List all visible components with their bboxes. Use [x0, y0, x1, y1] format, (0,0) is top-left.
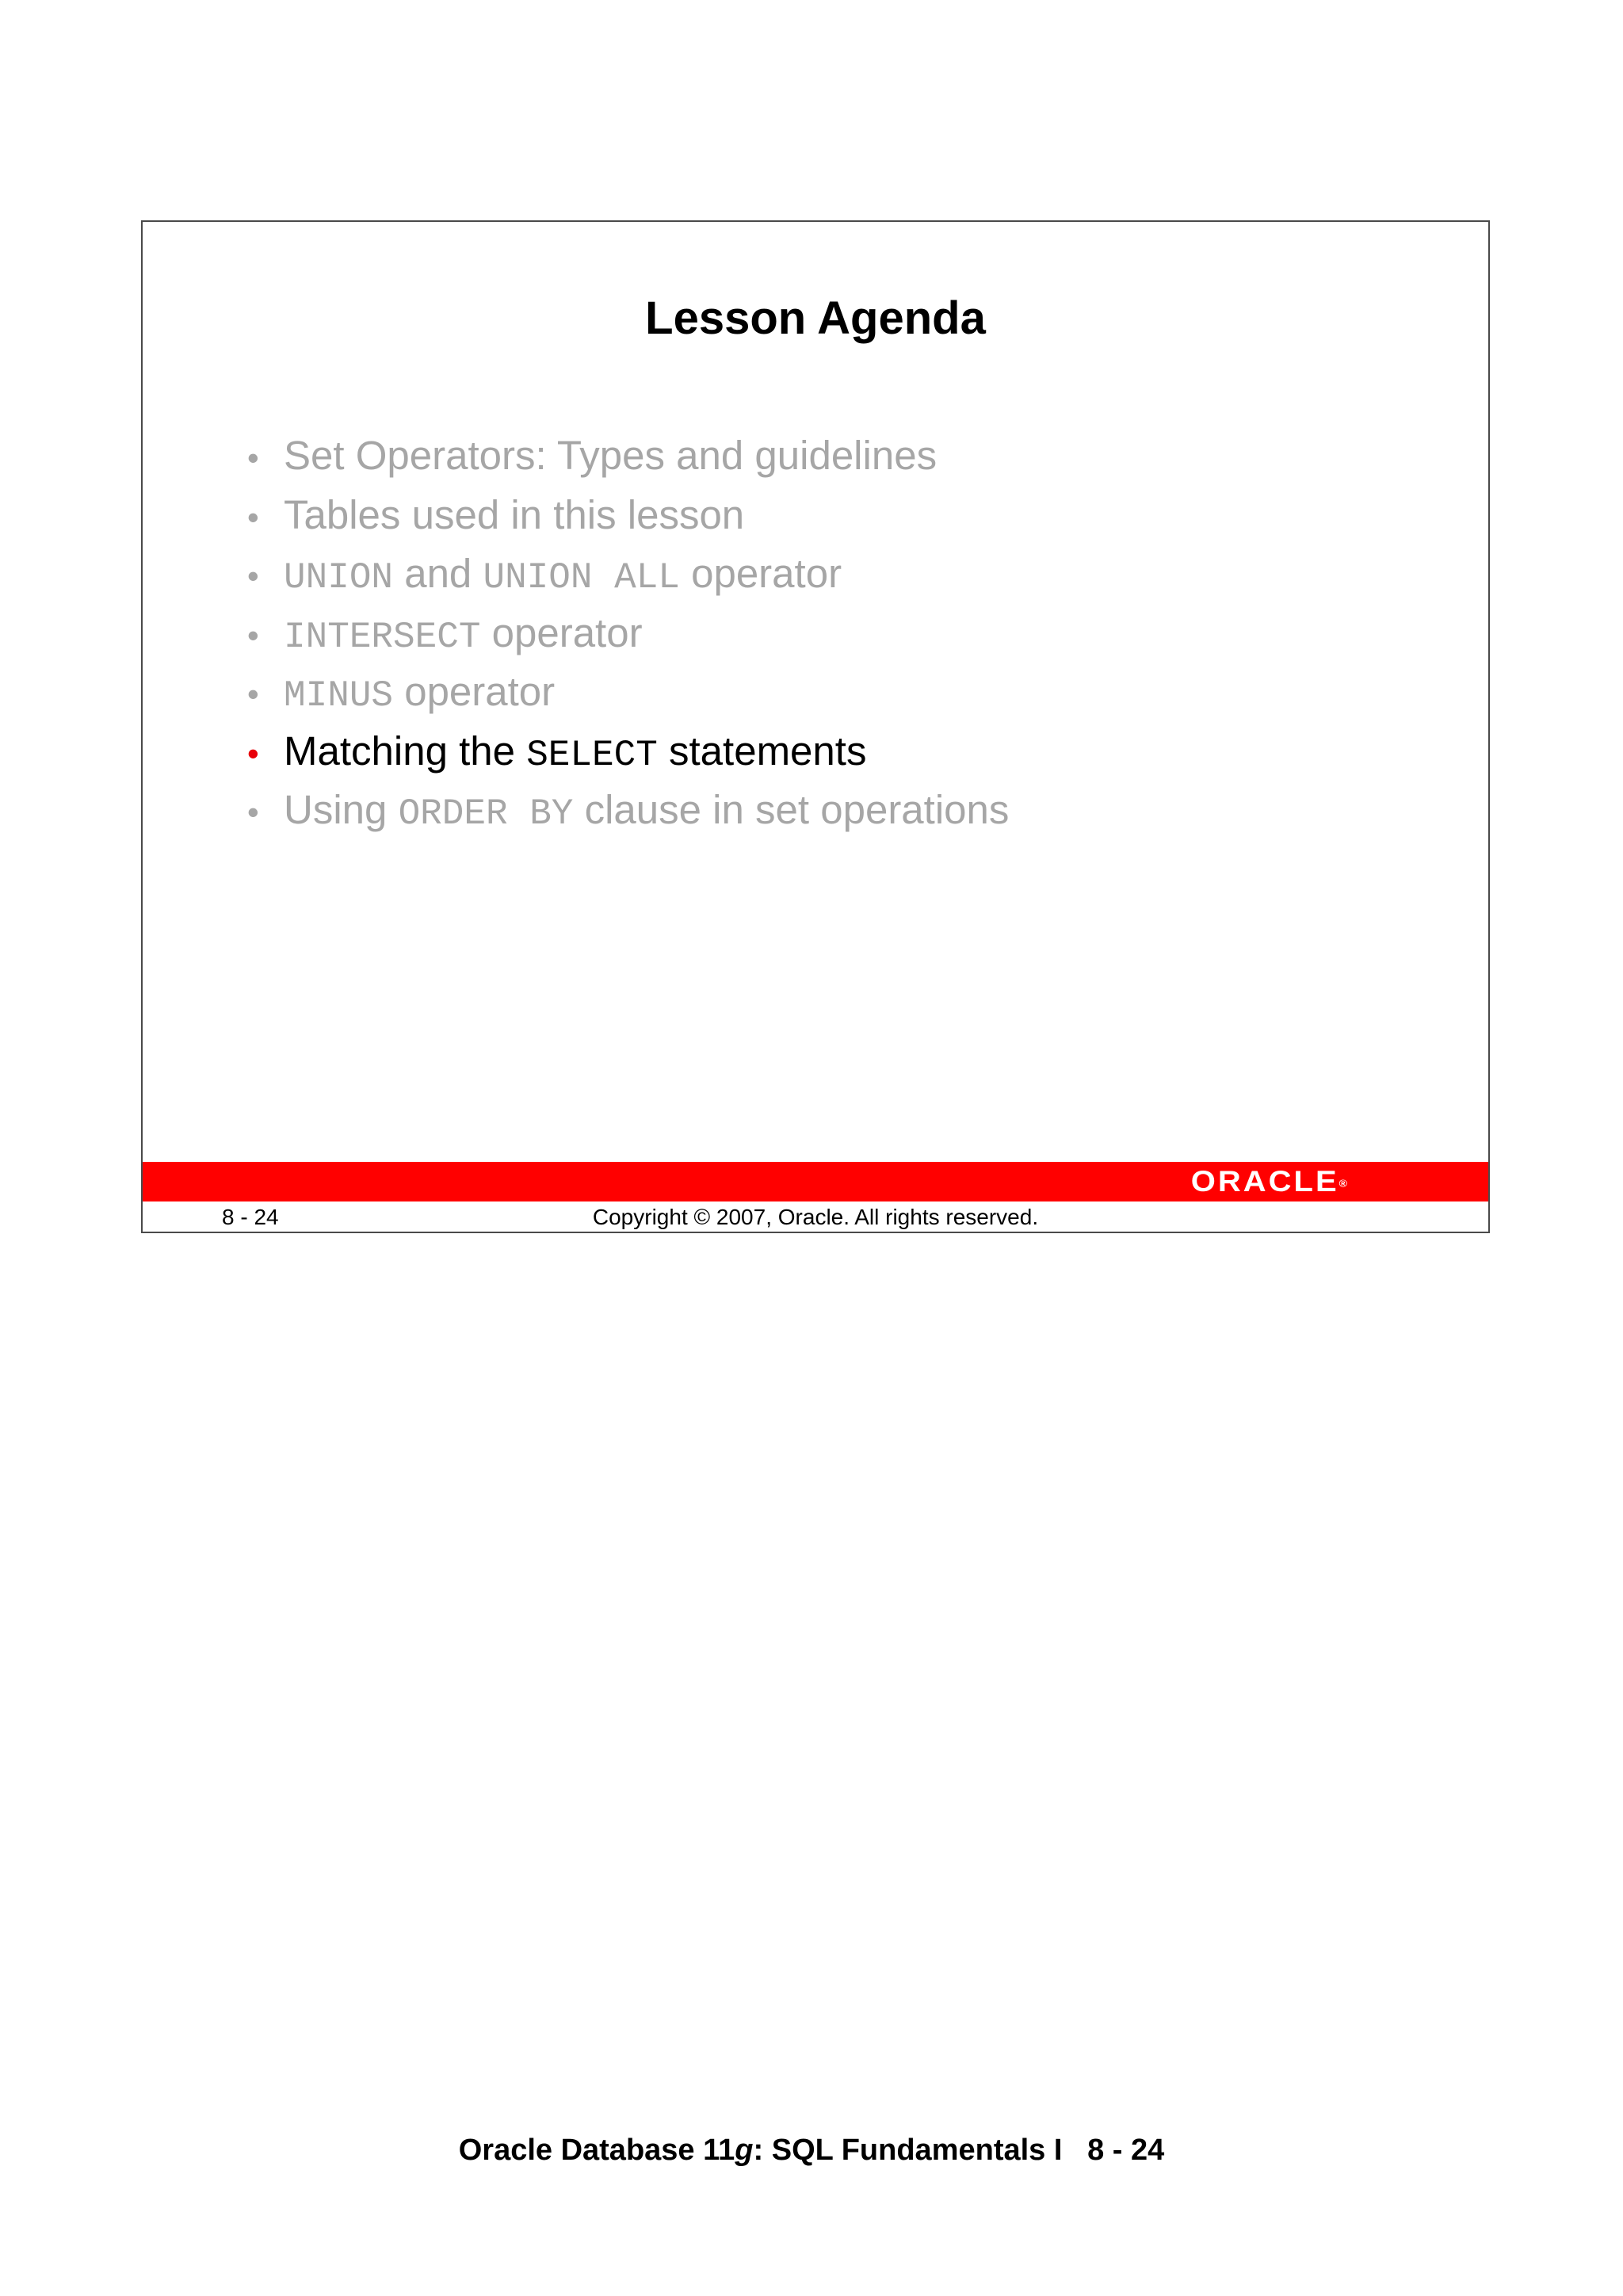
agenda-item-text: statements	[657, 728, 867, 774]
slide-title: Lesson Agenda	[645, 292, 986, 344]
code-keyword: INTERSECT	[284, 616, 481, 658]
agenda-item-set-operators	[247, 426, 1009, 486]
brand-band	[143, 1162, 1488, 1201]
agenda-item-text: clause in set operations	[573, 787, 1010, 832]
bullet-icon: •	[247, 793, 259, 831]
agenda-item-text: operator	[679, 551, 842, 596]
bullet-icon: •	[247, 734, 259, 772]
copyright-notice: Copyright © 2007, Oracle. All rights reserved.	[592, 1205, 1039, 1229]
code-keyword: MINUS	[284, 675, 394, 716]
code-keyword: UNION ALL	[483, 557, 680, 598]
agenda-item-text: Tables used in this lesson	[284, 491, 745, 537]
agenda-item-text: operator	[393, 669, 556, 714]
code-keyword: ORDER BY	[398, 793, 574, 835]
agenda-item-minus	[247, 663, 1009, 722]
oracle-logo: ORACLE®	[1190, 1165, 1347, 1198]
agenda-item-text: operator	[480, 609, 643, 655]
agenda-item-text: Set Operators: Types and guidelines	[284, 433, 938, 478]
agenda-item-intersect	[247, 604, 1009, 663]
agenda-item-matching-select	[247, 722, 1009, 781]
agenda-item-tables	[247, 486, 1009, 545]
bullet-icon: •	[247, 557, 259, 594]
agenda-item-text: Matching the	[284, 728, 527, 774]
bullet-icon: •	[247, 616, 259, 654]
agenda-item-union	[247, 544, 1009, 604]
bullet-icon: •	[247, 498, 259, 536]
agenda-item-order-by	[247, 781, 1009, 840]
bullet-icon: •	[247, 675, 259, 712]
page-footer: Oracle Database 11g: SQL Fundamentals I 8 - 24	[458, 2134, 1165, 2167]
agenda-item-text: and	[393, 551, 483, 596]
slide-frame	[141, 220, 1490, 1233]
bullet-icon: •	[247, 439, 259, 476]
code-keyword: SELECT	[526, 734, 658, 776]
agenda-list	[247, 426, 1009, 840]
slide-page-number: 8 - 24	[222, 1205, 279, 1229]
agenda-item-text: Using	[284, 787, 399, 832]
code-keyword: UNION	[284, 557, 394, 598]
